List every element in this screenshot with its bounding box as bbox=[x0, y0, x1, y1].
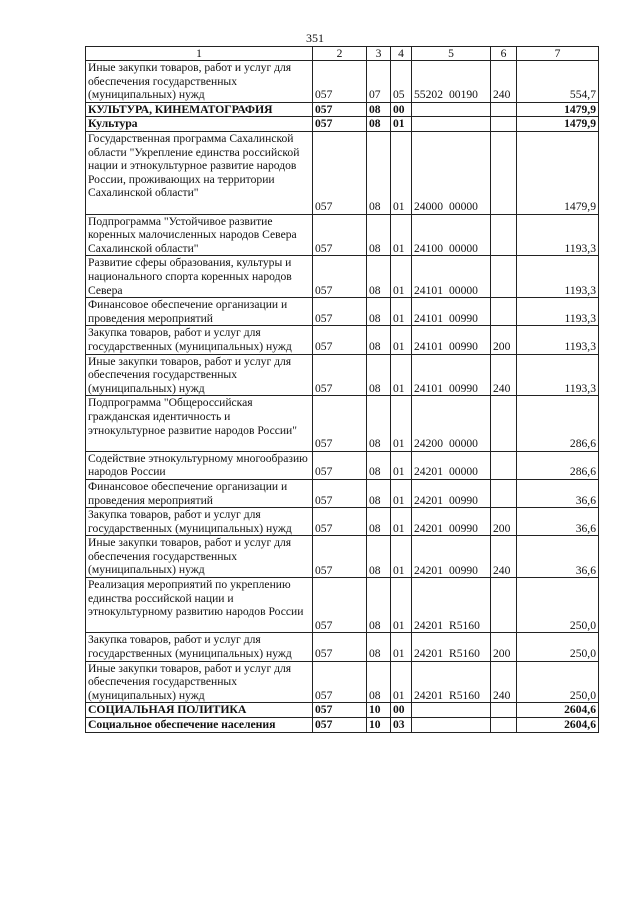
row-name: Реализация мероприятий по укреплению единства российской нации и этнокультурному развитию народов России bbox=[86, 578, 313, 633]
ved-code: 057 bbox=[313, 117, 367, 132]
csr-program-code: 24201 bbox=[414, 493, 443, 507]
vr-code bbox=[491, 451, 517, 479]
table-row bbox=[86, 661, 599, 703]
rz-code: 08 bbox=[367, 479, 391, 507]
csr-code bbox=[412, 131, 491, 214]
vr-code: 200 bbox=[491, 633, 517, 661]
row-name: Финансовое обеспечение организации и проведения мероприятий bbox=[86, 298, 313, 326]
csr-program-code: 24101 bbox=[414, 311, 443, 325]
csr-code bbox=[412, 326, 491, 354]
column-header: 7 bbox=[517, 47, 599, 61]
vr-code bbox=[491, 396, 517, 451]
vr-code bbox=[491, 718, 517, 733]
csr-program-code: 24200 bbox=[414, 437, 443, 451]
table-row bbox=[86, 354, 599, 396]
table-header-row bbox=[86, 47, 599, 61]
csr-code bbox=[412, 214, 491, 256]
table-row bbox=[86, 61, 599, 103]
row-name: Закупка товаров, работ и услуг для государственных (муниципальных) нужд bbox=[86, 508, 313, 536]
vr-code bbox=[491, 117, 517, 132]
pr-code: 01 bbox=[391, 131, 412, 214]
rz-code: 08 bbox=[367, 131, 391, 214]
rz-code: 08 bbox=[367, 508, 391, 536]
table-row bbox=[86, 102, 599, 117]
table-row bbox=[86, 117, 599, 132]
table-row bbox=[86, 718, 599, 733]
table-row bbox=[86, 214, 599, 256]
row-name: Иные закупки товаров, работ и услуг для обеспечения государственных (муниципальных) нужд bbox=[86, 61, 313, 103]
vr-code: 240 bbox=[491, 354, 517, 396]
vr-code bbox=[491, 298, 517, 326]
column-header: 2 bbox=[313, 47, 367, 61]
csr-direction-code: 00000 bbox=[448, 437, 478, 451]
pr-code: 01 bbox=[391, 479, 412, 507]
pr-code: 01 bbox=[391, 578, 412, 633]
amount: 286,6 bbox=[517, 396, 599, 451]
table-row bbox=[86, 479, 599, 507]
csr-direction-code: R5160 bbox=[448, 647, 480, 661]
row-name: Содействие этнокультурному многообразию народов России bbox=[86, 451, 313, 479]
csr-code bbox=[412, 661, 491, 703]
csr-direction-code: 00000 bbox=[448, 465, 478, 479]
ved-code: 057 bbox=[313, 131, 367, 214]
rz-code: 08 bbox=[367, 102, 391, 117]
ved-code: 057 bbox=[313, 479, 367, 507]
row-name: Подпрограмма "Общероссийская гражданская идентичность и этнокультурное развитие народов России" bbox=[86, 396, 313, 451]
vr-code bbox=[491, 703, 517, 718]
csr-code bbox=[412, 256, 491, 298]
pr-code: 01 bbox=[391, 451, 412, 479]
row-name: Государственная программа Сахалинской области "Укрепление единства российской нации и этнокультурное развитие народов России, проживающих на территории Сахалинской области" bbox=[86, 131, 313, 214]
csr-code bbox=[412, 508, 491, 536]
vr-code: 200 bbox=[491, 326, 517, 354]
amount: 1193,3 bbox=[517, 354, 599, 396]
column-header: 5 bbox=[412, 47, 491, 61]
table-row bbox=[86, 131, 599, 214]
vr-code: 240 bbox=[491, 661, 517, 703]
rz-code: 08 bbox=[367, 117, 391, 132]
csr-direction-code: 00990 bbox=[448, 493, 478, 507]
csr-code bbox=[412, 102, 491, 117]
amount: 1479,9 bbox=[517, 131, 599, 214]
rz-code: 08 bbox=[367, 396, 391, 451]
rz-code: 08 bbox=[367, 326, 391, 354]
amount: 2604,6 bbox=[517, 703, 599, 718]
amount: 1479,9 bbox=[517, 102, 599, 117]
ved-code: 057 bbox=[313, 354, 367, 396]
pr-code: 01 bbox=[391, 214, 412, 256]
csr-code bbox=[412, 354, 491, 396]
amount: 250,0 bbox=[517, 578, 599, 633]
rz-code: 08 bbox=[367, 633, 391, 661]
csr-program-code: 24201 bbox=[414, 465, 443, 479]
pr-code: 03 bbox=[391, 718, 412, 733]
csr-program-code: 24101 bbox=[414, 381, 443, 395]
vr-code bbox=[491, 214, 517, 256]
rz-code: 08 bbox=[367, 536, 391, 578]
csr-code bbox=[412, 536, 491, 578]
amount: 36,6 bbox=[517, 536, 599, 578]
csr-direction-code: 00000 bbox=[448, 199, 478, 213]
pr-code: 01 bbox=[391, 298, 412, 326]
row-name: Иные закупки товаров, работ и услуг для обеспечения государственных (муниципальных) нужд bbox=[86, 536, 313, 578]
row-name: СОЦИАЛЬНАЯ ПОЛИТИКА bbox=[86, 703, 313, 718]
csr-program-code: 24201 bbox=[414, 563, 443, 577]
csr-direction-code: 00000 bbox=[448, 241, 478, 255]
csr-code bbox=[412, 633, 491, 661]
csr-code bbox=[412, 396, 491, 451]
amount: 250,0 bbox=[517, 633, 599, 661]
ved-code: 057 bbox=[313, 508, 367, 536]
csr-direction-code: 00990 bbox=[448, 381, 478, 395]
table-row bbox=[86, 633, 599, 661]
vr-code: 240 bbox=[491, 61, 517, 103]
csr-code bbox=[412, 703, 491, 718]
csr-program-code: 24201 bbox=[414, 521, 443, 535]
csr-direction-code: R5160 bbox=[448, 618, 480, 632]
amount: 1193,3 bbox=[517, 256, 599, 298]
amount: 36,6 bbox=[517, 479, 599, 507]
csr-direction-code: 00000 bbox=[448, 283, 478, 297]
csr-program-code: 24201 bbox=[414, 647, 443, 661]
ved-code: 057 bbox=[313, 61, 367, 103]
ved-code: 057 bbox=[313, 451, 367, 479]
csr-code bbox=[412, 117, 491, 132]
csr-direction-code: 00990 bbox=[448, 563, 478, 577]
rz-code: 08 bbox=[367, 214, 391, 256]
vr-code: 240 bbox=[491, 536, 517, 578]
table-row bbox=[86, 396, 599, 451]
vr-code bbox=[491, 131, 517, 214]
pr-code: 05 bbox=[391, 61, 412, 103]
amount: 1193,3 bbox=[517, 298, 599, 326]
csr-direction-code: 00190 bbox=[448, 88, 478, 102]
csr-program-code: 24101 bbox=[414, 339, 443, 353]
vr-code bbox=[491, 479, 517, 507]
amount: 250,0 bbox=[517, 661, 599, 703]
csr-program-code: 24101 bbox=[414, 283, 443, 297]
row-name: Иные закупки товаров, работ и услуг для обеспечения государственных (муниципальных) нужд bbox=[86, 354, 313, 396]
pr-code: 00 bbox=[391, 703, 412, 718]
ved-code: 057 bbox=[313, 256, 367, 298]
csr-direction-code: 00990 bbox=[448, 339, 478, 353]
vr-code: 200 bbox=[491, 508, 517, 536]
page-number: 351 bbox=[306, 31, 324, 45]
csr-program-code: 24201 bbox=[414, 618, 443, 632]
csr-program-code: 24100 bbox=[414, 241, 443, 255]
column-header: 1 bbox=[86, 47, 313, 61]
csr-direction-code: R5160 bbox=[448, 688, 480, 702]
ved-code: 057 bbox=[313, 578, 367, 633]
ved-code: 057 bbox=[313, 633, 367, 661]
rz-code: 10 bbox=[367, 703, 391, 718]
row-name: Закупка товаров, работ и услуг для государственных (муниципальных) нужд bbox=[86, 326, 313, 354]
rz-code: 08 bbox=[367, 661, 391, 703]
rz-code: 07 bbox=[367, 61, 391, 103]
table-row bbox=[86, 298, 599, 326]
rz-code: 08 bbox=[367, 451, 391, 479]
row-name: Закупка товаров, работ и услуг для государственных (муниципальных) нужд bbox=[86, 633, 313, 661]
csr-direction-code: 00990 bbox=[448, 521, 478, 535]
ved-code: 057 bbox=[313, 214, 367, 256]
ved-code: 057 bbox=[313, 396, 367, 451]
pr-code: 01 bbox=[391, 508, 412, 536]
csr-program-code: 24000 bbox=[414, 199, 443, 213]
pr-code: 00 bbox=[391, 102, 412, 117]
pr-code: 01 bbox=[391, 117, 412, 132]
pr-code: 01 bbox=[391, 633, 412, 661]
csr-program-code: 55202 bbox=[414, 88, 443, 102]
rz-code: 08 bbox=[367, 298, 391, 326]
ved-code: 057 bbox=[313, 661, 367, 703]
amount: 1479,9 bbox=[517, 117, 599, 132]
ved-code: 057 bbox=[313, 718, 367, 733]
pr-code: 01 bbox=[391, 661, 412, 703]
vr-code bbox=[491, 578, 517, 633]
csr-code bbox=[412, 61, 491, 103]
ved-code: 057 bbox=[313, 703, 367, 718]
table-row bbox=[86, 326, 599, 354]
table-row bbox=[86, 578, 599, 633]
row-name: Культура bbox=[86, 117, 313, 132]
csr-program-code: 24201 bbox=[414, 688, 443, 702]
pr-code: 01 bbox=[391, 536, 412, 578]
ved-code: 057 bbox=[313, 102, 367, 117]
csr-code bbox=[412, 451, 491, 479]
amount: 36,6 bbox=[517, 508, 599, 536]
row-name: Социальное обеспечение населения bbox=[86, 718, 313, 733]
column-header: 3 bbox=[367, 47, 391, 61]
ved-code: 057 bbox=[313, 326, 367, 354]
row-name: Финансовое обеспечение организации и проведения мероприятий bbox=[86, 479, 313, 507]
rz-code: 10 bbox=[367, 718, 391, 733]
amount: 554,7 bbox=[517, 61, 599, 103]
ved-code: 057 bbox=[313, 536, 367, 578]
row-name: Иные закупки товаров, работ и услуг для обеспечения государственных (муниципальных) нужд bbox=[86, 661, 313, 703]
pr-code: 01 bbox=[391, 326, 412, 354]
table-row bbox=[86, 703, 599, 718]
pr-code: 01 bbox=[391, 354, 412, 396]
rz-code: 08 bbox=[367, 354, 391, 396]
rz-code: 08 bbox=[367, 256, 391, 298]
csr-code bbox=[412, 718, 491, 733]
csr-code bbox=[412, 479, 491, 507]
amount: 2604,6 bbox=[517, 718, 599, 733]
rz-code: 08 bbox=[367, 578, 391, 633]
table-row bbox=[86, 508, 599, 536]
column-header: 4 bbox=[391, 47, 412, 61]
pr-code: 01 bbox=[391, 256, 412, 298]
table-row bbox=[86, 451, 599, 479]
vr-code bbox=[491, 256, 517, 298]
budget-table bbox=[85, 46, 599, 733]
table-row bbox=[86, 536, 599, 578]
row-name: Подпрограмма "Устойчивое развитие коренных малочисленных народов Севера Сахалинской области" bbox=[86, 214, 313, 256]
csr-code bbox=[412, 578, 491, 633]
amount: 1193,3 bbox=[517, 214, 599, 256]
csr-direction-code: 00990 bbox=[448, 311, 478, 325]
csr-code bbox=[412, 298, 491, 326]
amount: 286,6 bbox=[517, 451, 599, 479]
row-name: КУЛЬТУРА, КИНЕМАТОГРАФИЯ bbox=[86, 102, 313, 117]
table-body bbox=[86, 61, 599, 733]
column-header: 6 bbox=[491, 47, 517, 61]
vr-code bbox=[491, 102, 517, 117]
ved-code: 057 bbox=[313, 298, 367, 326]
amount: 1193,3 bbox=[517, 326, 599, 354]
pr-code: 01 bbox=[391, 396, 412, 451]
table-row bbox=[86, 256, 599, 298]
row-name: Развитие сферы образования, культуры и национального спорта коренных народов Севера bbox=[86, 256, 313, 298]
